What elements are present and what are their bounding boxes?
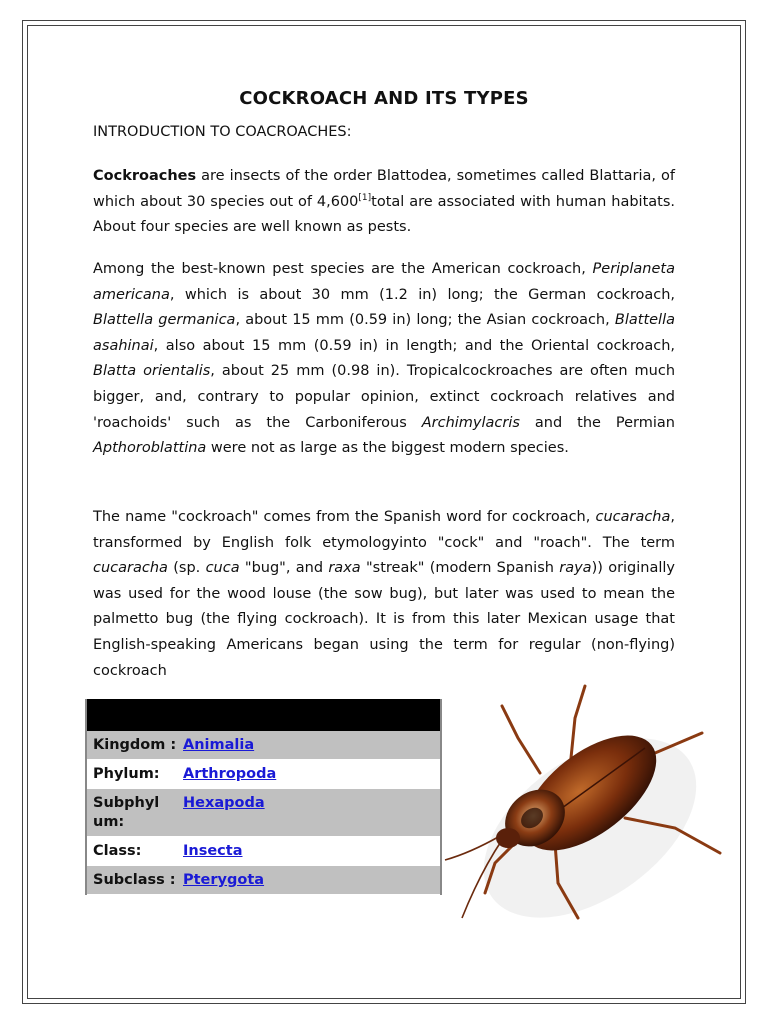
text: )) originally was used for the wood louse (the sow bug), but later was used to mean the palmetto bug (the flying cockroach). It is from this later Mexican usage that English-speaking Americans began using the term for regular (non-flying) cockroach <box>93 560 676 679</box>
species-name: Periplaneta americana <box>93 261 675 303</box>
taxonomy-label: Phylum: <box>93 766 160 782</box>
species-name: Blattella germanica <box>93 312 236 329</box>
text: and the Permian <box>519 414 675 431</box>
taxonomy-label: Kingdom : <box>93 737 177 753</box>
taxonomy-label: Subclass : <box>93 872 176 888</box>
cockroach-illustration <box>440 678 730 928</box>
species-name: Blattella asahinai <box>93 312 675 354</box>
text: "streak" (modern Spanish <box>360 560 560 577</box>
term: raya <box>559 560 592 577</box>
text: (sp. <box>167 560 206 577</box>
species-name: Apthoroblattina <box>93 440 207 457</box>
taxonomy-link[interactable]: Insecta <box>183 843 243 859</box>
intro-heading: INTRODUCTION TO COACROACHES: <box>93 124 352 140</box>
text: , about 25 mm (0.98 in). Tropicalcockroaches are often much bigger, and, contrary to popular opinion, extinct cockroach relatives and 'roachoids' such as the Carboniferous <box>93 363 676 431</box>
table-row <box>87 866 440 895</box>
text: , transformed by English folk etymologyinto "cock" and "roach". The term <box>93 509 675 551</box>
text: total are associated with human habitats. About four species are well known as pests. <box>93 193 675 236</box>
table-row <box>87 837 440 866</box>
text: Among the best-known pest species are the American cockroach, <box>93 261 593 277</box>
reference-link[interactable]: [1] <box>358 192 372 203</box>
document-title: COCKROACH AND ITS TYPES <box>239 88 529 109</box>
lead-term: Cockroaches <box>93 168 197 184</box>
taxonomy-label: Subphyl um: <box>93 795 160 830</box>
term: raxa <box>328 560 361 577</box>
taxonomy-table <box>85 699 442 895</box>
text: are insects of the order Blattodea, sometimes called Blattaria, of which about 30 species out of 4,600 <box>93 168 675 210</box>
text: were not as large as the biggest modern species. <box>206 440 569 457</box>
taxonomy-link[interactable]: Pterygota <box>183 872 265 888</box>
term: cuca <box>205 560 240 577</box>
term: cucaracha <box>93 560 168 577</box>
text: The name "cockroach" comes from the Spanish word for cockroach, <box>93 509 596 525</box>
table-row <box>87 760 440 789</box>
paragraph-etymology <box>93 505 675 684</box>
species-name: Blatta orientalis <box>93 363 211 380</box>
taxonomy-table-header <box>87 699 440 731</box>
table-row <box>87 731 440 760</box>
text: , also about 15 mm (0.59 in) in length; and the Oriental cockroach, <box>153 337 675 354</box>
text: "bug", and <box>239 560 329 577</box>
text: , about 15 mm (0.59 in) long; the Asian cockroach, <box>235 312 615 329</box>
paragraph-species <box>93 257 675 462</box>
text: , which is about 30 mm (1.2 in) long; the German cockroach, <box>169 286 675 303</box>
taxonomy-link[interactable]: Arthropoda <box>183 766 277 782</box>
taxonomy-link[interactable]: Hexapoda <box>183 795 265 811</box>
species-name: Archimylacris <box>421 414 520 431</box>
taxonomy-label: Class: <box>93 843 142 859</box>
term: cucaracha <box>595 509 671 525</box>
paragraph-intro <box>93 164 675 241</box>
table-row <box>87 789 440 837</box>
taxonomy-link[interactable]: Animalia <box>183 737 255 753</box>
